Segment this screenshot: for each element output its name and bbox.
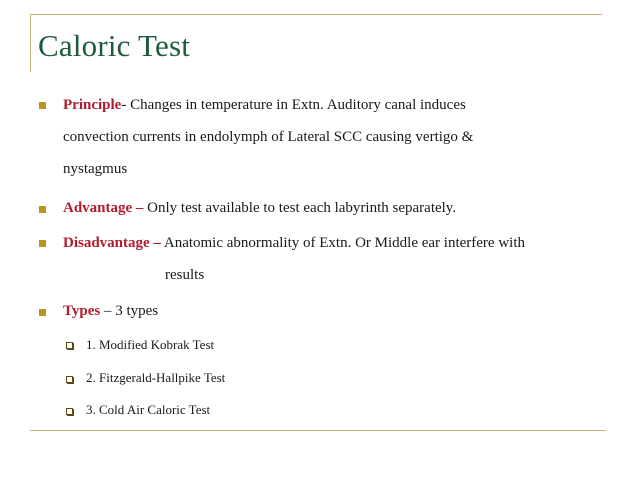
bullet-continuation: results [165, 267, 205, 283]
bullet-line [63, 94, 466, 116]
square-bullet-icon [39, 309, 46, 316]
slide-title: Caloric Test [38, 28, 191, 63]
square-bullet-icon [39, 240, 46, 247]
bottom-border-line [30, 430, 606, 431]
hollow-square-bullet-icon [66, 342, 73, 349]
sub-bullet-text: 2. Fitzgerald-Hallpike Test [86, 370, 226, 385]
bullet-line [63, 232, 525, 254]
bullet-continuation: convection currents in endolymph of Lateral SCC causing vertigo & [63, 129, 474, 145]
bullet-continuation: nystagmus [63, 161, 128, 177]
bullet-term: Principle [63, 97, 122, 113]
bullet-line [63, 197, 456, 219]
square-bullet-icon [39, 102, 46, 109]
top-border-line [30, 14, 602, 15]
bullet-line [63, 300, 158, 322]
bullet-term: Advantage – [63, 200, 144, 216]
sub-bullet-text: 3. Cold Air Caloric Test [86, 402, 211, 417]
sub-bullet-text: 1. Modified Kobrak Test [86, 337, 215, 352]
bullet-term: Disadvantage – [63, 235, 161, 251]
hollow-square-bullet-icon [66, 408, 73, 415]
bullet-text: – 3 types [100, 303, 159, 319]
bullet-term: Types [63, 303, 101, 319]
left-border-line [30, 14, 31, 72]
bullet-text: - Changes in temperature in Extn. Auditory canal induces [121, 97, 466, 113]
bullet-text: Anatomic abnormality of Extn. Or Middle ear interfere with [160, 235, 525, 251]
hollow-square-bullet-icon [66, 376, 73, 383]
bullet-text: Only test available to test each labyrinth separately. [143, 200, 457, 216]
square-bullet-icon [39, 206, 46, 213]
